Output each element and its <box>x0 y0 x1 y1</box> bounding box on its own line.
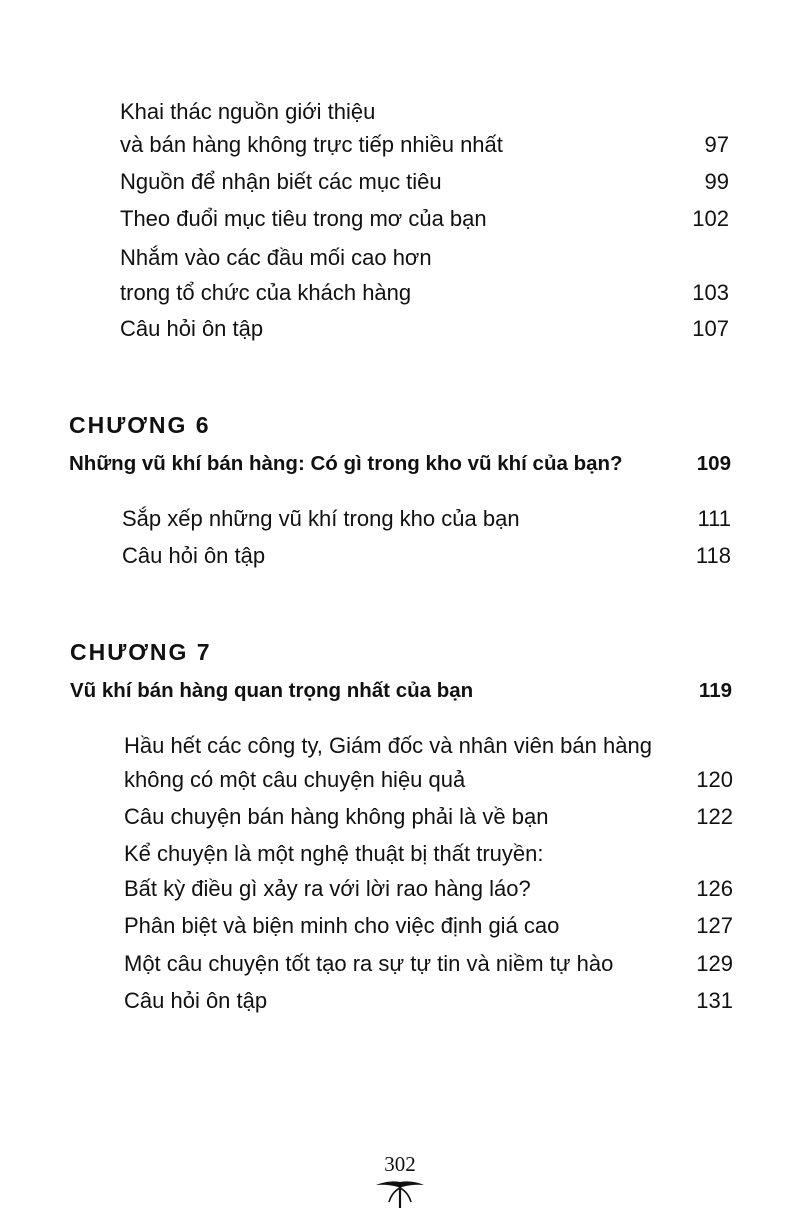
toc-entry-text: Nhắm vào các đầu mối cao hơn <box>120 245 432 270</box>
chapter-title: Vũ khí bán hàng quan trọng nhất của bạn <box>70 679 474 702</box>
chapter-title: Những vũ khí bán hàng: Có gì trong kho vũ khí của bạn? <box>69 452 623 475</box>
toc-entry-text: Sắp xếp những vũ khí trong kho của bạn <box>122 506 520 531</box>
toc-entry-text: Khai thác nguồn giới thiệu <box>120 99 376 124</box>
toc-entry-text: và bán hàng không trực tiếp nhiều nhất <box>120 132 503 157</box>
toc-entry-text: Bất kỳ điều gì xảy ra với lời rao hàng láo? <box>124 876 531 901</box>
toc-page-number: 118 <box>695 543 731 568</box>
toc-page-number: 97 <box>704 132 729 157</box>
toc-page-number: 131 <box>696 988 733 1013</box>
page-number: 302 <box>384 1152 416 1176</box>
toc-entry-text: Phân biệt và biện minh cho việc định giá cao <box>124 913 560 938</box>
toc-page-number: 111 <box>697 506 731 531</box>
toc-page-number: 127 <box>696 913 733 938</box>
chapter-page-number: 109 <box>696 452 731 475</box>
toc-page-number: 122 <box>696 804 733 829</box>
toc-page-number: 120 <box>696 767 733 792</box>
toc-entry-text: Câu hỏi ôn tập <box>124 988 268 1013</box>
toc-page-number: 126 <box>696 876 733 901</box>
toc-entry-text: không có một câu chuyện hiệu quả <box>124 767 466 792</box>
fleuron-ornament-icon <box>374 1176 426 1210</box>
chapter-label: CHƯƠNG 6 <box>69 412 211 438</box>
toc-entry-text: Theo đuổi mục tiêu trong mơ của bạn <box>120 206 487 231</box>
toc-entry-text: Câu hỏi ôn tập <box>120 316 264 341</box>
toc-entry-text: Một câu chuyện tốt tạo ra sự tự tin và niềm tự hào <box>124 951 614 976</box>
toc-entry-text: Câu chuyện bán hàng không phải là về bạn <box>124 804 549 829</box>
toc-page-number: 107 <box>692 316 729 341</box>
toc-entry-text: Câu hỏi ôn tập <box>122 543 266 568</box>
toc-page-number: 99 <box>704 169 729 194</box>
chapter-page-number: 119 <box>698 679 732 702</box>
toc-entry-text: Kể chuyện là một nghệ thuật bị thất truyền: <box>124 841 544 866</box>
toc-page-number: 129 <box>696 951 733 976</box>
toc-page-number: 102 <box>692 206 729 231</box>
toc-page-number: 103 <box>692 280 729 305</box>
toc-entry-text: Hầu hết các công ty, Giám đốc và nhân viên bán hàng <box>124 733 652 758</box>
toc-entry-text: Nguồn để nhận biết các mục tiêu <box>120 169 442 194</box>
chapter-label: CHƯƠNG 7 <box>70 639 212 665</box>
toc-entry-text: trong tổ chức của khách hàng <box>120 280 412 305</box>
